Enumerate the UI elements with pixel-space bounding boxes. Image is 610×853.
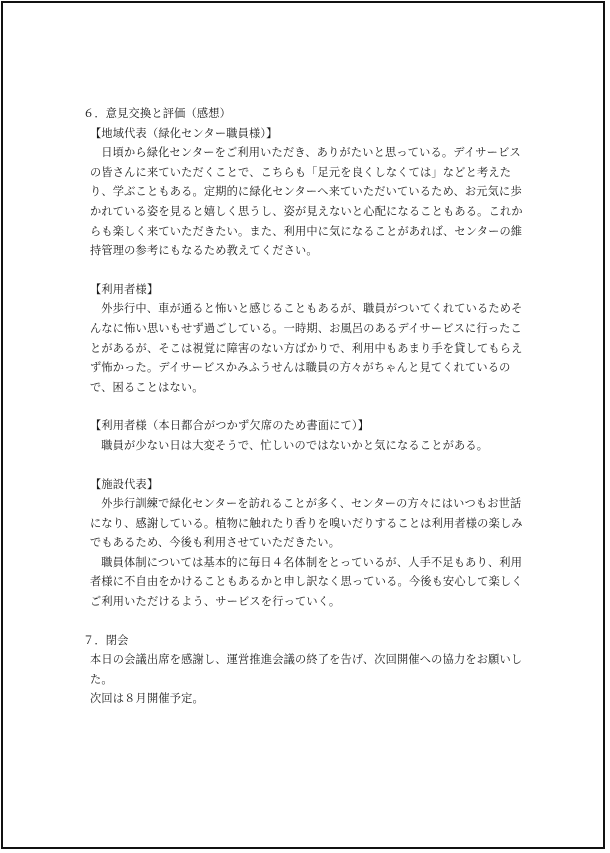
group-user bbox=[90, 280, 530, 398]
next-meeting-note: 次回は８月開催予定。 bbox=[90, 692, 204, 706]
section-7-heading: ７．閉会 bbox=[83, 633, 129, 647]
group-regional-rep bbox=[90, 124, 530, 261]
group-title: 【地域代表（緑化センター職員様）】 bbox=[90, 126, 278, 140]
group-title: 【利用者様（本日都合がつかず欠席のため書面にて）】 bbox=[90, 419, 370, 433]
group-paragraph: 外歩行中、車が通ると怖いと感じることもあるが、職員がついてくれているためそんなに怖い思いもせず過ごしている。一時期、お風呂のあるデイサービスに行ったことがあるが、そこは視覚に障害のない方ばかりで、利用中もあまり手を貸してもらえず怖かった。デイサービスかみふうせんは職員の方々がちゃんと見てくれているので、困ることはない。 bbox=[90, 302, 523, 394]
group-facility-rep bbox=[90, 475, 530, 612]
group-paragraph: 外歩行訓練で緑化センターを訪れることが多く、センターの方々にはいつもお世話になり、感謝している。植物に触れたり香りを嗅いだりすることは利用者様の楽しみでもあるため、今後も利用させていただきたい。 bbox=[90, 497, 523, 550]
closing-paragraph: 本日の会議出席を感謝し、運営推進会議の終了を告げ、次回開催への協力をお願いした。 bbox=[90, 653, 523, 686]
group-paragraph: 職員が少ない日は大変そうで、忙しいのではないかと気になることがある。 bbox=[101, 438, 489, 452]
group-title: 【利用者様】 bbox=[90, 282, 159, 296]
group-paragraph: 職員体制については基本的に毎日４名体制をとっているが、人手不足もあり、利用者様に不自由をかけることもあるかと申し訳なく思っている。今後も安心して楽しくご利用いただけるよう、サービスを行っていく。 bbox=[90, 555, 523, 609]
document-body bbox=[83, 104, 530, 709]
group-paragraph: 日頃から緑化センターをご利用いただき、ありがたいと思っている。デイサービスの皆さんに来ていただくことで、こちらも「足元を良くしなくては」などと考えたり、学ぶこともある。定期的に緑化センターへ来ていただいているため、お元気に歩かれている姿を見ると嬉しく思うし、姿が見えないと心配になることもある。これからも楽しく来ていただきたい。また、利用中に気になることがあれば、センターの維持管理の参考にもなるため教えてください。 bbox=[90, 146, 523, 258]
group-title: 【施設代表】 bbox=[90, 477, 159, 491]
group-user-absent bbox=[90, 416, 530, 455]
section-6-heading: ６．意見交換と評価（感想） bbox=[83, 107, 232, 120]
